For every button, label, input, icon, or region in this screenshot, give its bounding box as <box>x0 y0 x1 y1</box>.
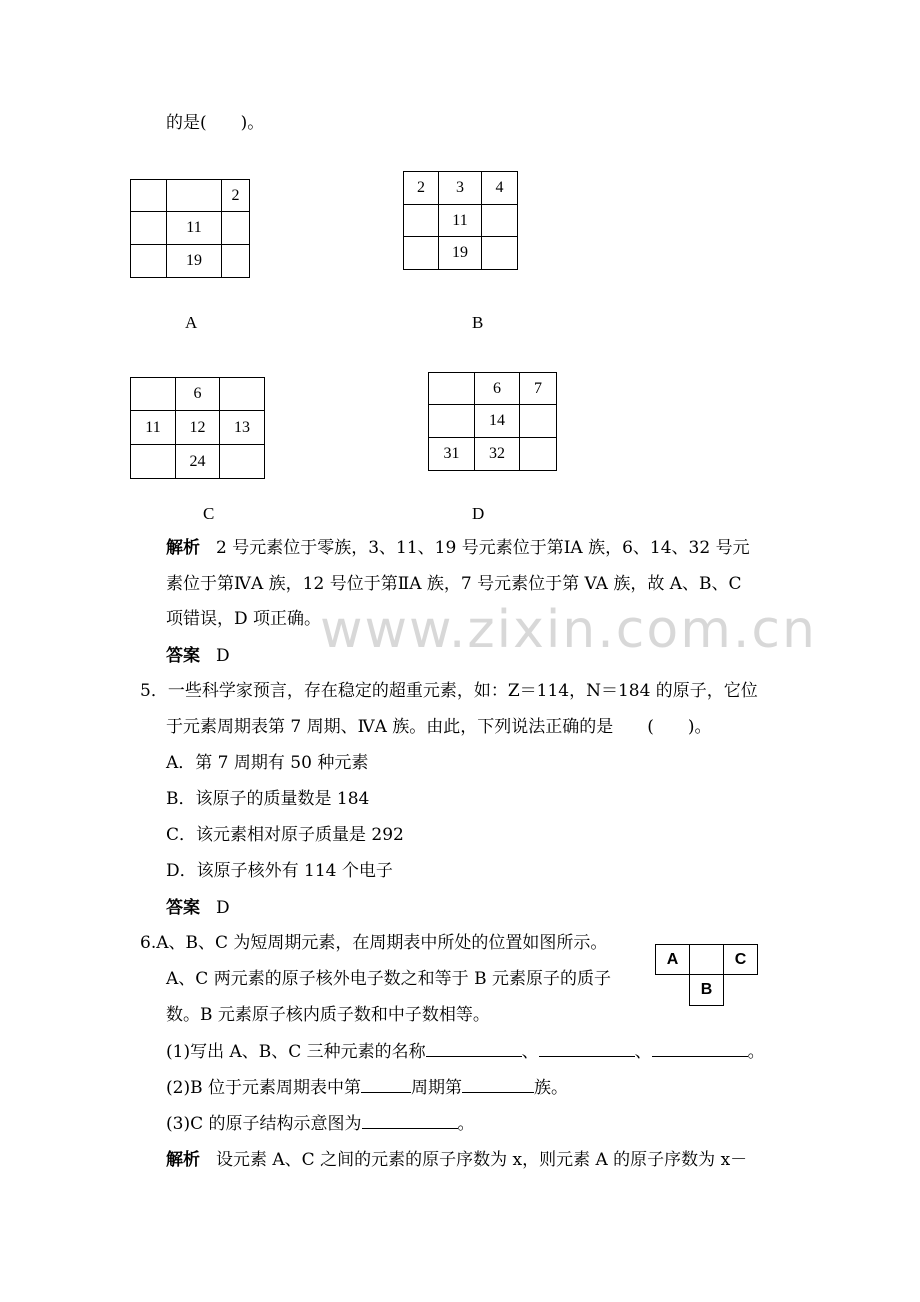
sub3-prefix: (3)C 的原子结构示意图为 <box>166 1114 362 1134</box>
table-c-cell <box>220 378 265 411</box>
sub2-mid: 周期第 <box>410 1078 462 1098</box>
table-d-cell <box>520 405 557 438</box>
table-d-cell: 6 <box>475 373 520 405</box>
table-c-cell <box>220 445 265 479</box>
q5-option-a: A．第 7 周期有 50 种元素 <box>166 753 369 773</box>
answer-blank[interactable] <box>539 1040 635 1057</box>
q6-position-diagram <box>655 944 758 1006</box>
q5-stem-line2: 于元素周期表第 7 周期、ⅣA 族。由此，下列说法正确的是 ( )。 <box>166 717 712 737</box>
sub2-prefix: (2)B 位于元素周期表中第 <box>166 1078 361 1098</box>
table-d-cell: 31 <box>429 438 475 471</box>
period: 。 <box>747 1042 765 1062</box>
answer-blank[interactable] <box>361 1076 411 1093</box>
sub1-prefix: (1)写出 A、B、C 三种元素的名称 <box>166 1042 426 1062</box>
answer-label: 答案 <box>166 646 200 666</box>
q5-option-b: B．该原子的质量数是 184 <box>166 789 370 809</box>
table-b-cell: 11 <box>439 205 482 237</box>
table-a <box>130 179 250 278</box>
table-b-cell <box>404 205 439 237</box>
q6-stem-line3: 数。B 元素原子核内质子数和中子数相等。 <box>166 1005 490 1025</box>
diagram-cell-c: C <box>724 945 758 975</box>
table-a-cell <box>222 212 250 245</box>
q6-sub1 <box>166 1040 765 1063</box>
diagram-cell-blank <box>656 975 690 1006</box>
table-b-cell <box>482 205 518 237</box>
table-a-cell <box>131 212 167 245</box>
table-c-cell: 6 <box>176 378 220 411</box>
answer-value: D <box>216 646 230 666</box>
answer-blank[interactable] <box>462 1076 534 1093</box>
q6-stem-line1: 6.A、B、C 为短周期元素，在周期表中所处的位置如图所示。 <box>140 933 608 953</box>
table-a-cell: 19 <box>167 245 222 278</box>
question-tail: 的是( )。 <box>166 113 265 133</box>
option-label-b: B <box>472 313 484 332</box>
diagram-cell-b: B <box>690 975 724 1006</box>
table-c <box>130 377 265 479</box>
diagram-cell-a: A <box>656 945 690 975</box>
table-d-cell: 14 <box>475 405 520 438</box>
q5-answer <box>166 897 230 919</box>
q5-option-c: C．该元素相对原子质量是 292 <box>166 825 404 845</box>
q5-option-d: D．该原子核外有 114 个电子 <box>166 861 393 881</box>
separator: 、 <box>521 1042 539 1062</box>
q6-sub3 <box>166 1112 475 1135</box>
table-d-cell <box>429 373 475 405</box>
separator: 、 <box>634 1042 652 1062</box>
sub2-end: 族。 <box>533 1078 568 1098</box>
table-c-cell <box>131 378 176 411</box>
table-c-cell: 12 <box>176 411 220 445</box>
q6-analysis <box>166 1149 747 1171</box>
table-a-cell <box>167 180 222 212</box>
table-b-cell: 3 <box>439 172 482 205</box>
table-b-cell: 19 <box>439 237 482 270</box>
table-b-cell <box>404 237 439 270</box>
table-b-cell: 2 <box>404 172 439 205</box>
table-a-cell: 2 <box>222 180 250 212</box>
answer-label: 答案 <box>166 898 200 918</box>
table-b-cell <box>482 237 518 270</box>
table-a-cell <box>131 245 167 278</box>
table-c-cell: 24 <box>176 445 220 479</box>
table-b <box>403 171 518 270</box>
table-c-cell: 11 <box>131 411 176 445</box>
q4-analysis-line1 <box>166 537 750 559</box>
table-d-cell <box>429 405 475 438</box>
option-label-d: D <box>472 504 485 523</box>
sub3-end: 。 <box>457 1114 475 1134</box>
diagram-cell-empty <box>690 945 724 975</box>
q4-analysis-line2: 素位于第ⅣA 族，12 号位于第ⅡA 族，7 号元素位于第 VA 族，故 A、B、C <box>166 574 742 594</box>
answer-blank[interactable] <box>652 1040 748 1057</box>
option-label-c: C <box>203 504 215 523</box>
analysis-label: 解析 <box>166 538 200 558</box>
q4-analysis-line3: 项错误，D 项正确。 <box>166 609 322 629</box>
analysis-text: 2 号元素位于零族，3、11、19 号元素位于第ⅠA 族，6、14、32 号元 <box>216 538 750 558</box>
table-a-cell <box>131 180 167 212</box>
table-d-cell: 32 <box>475 438 520 471</box>
table-d-cell: 7 <box>520 373 557 405</box>
diagram-cell-blank <box>724 975 758 1006</box>
table-c-cell <box>131 445 176 479</box>
q4-answer <box>166 645 230 667</box>
table-a-cell: 11 <box>167 212 222 245</box>
option-label-a: A <box>185 313 198 332</box>
answer-blank[interactable] <box>426 1040 522 1057</box>
watermark: www.zixin.com.cn <box>320 600 817 660</box>
table-b-cell: 4 <box>482 172 518 205</box>
table-c-cell: 13 <box>220 411 265 445</box>
analysis-text: 设元素 A、C 之间的元素的原子序数为 x，则元素 A 的原子序数为 x－ <box>216 1150 748 1170</box>
q6-stem-line2: A、C 两元素的原子核外电子数之和等于 B 元素原子的质子 <box>166 969 611 989</box>
analysis-label: 解析 <box>166 1150 200 1170</box>
answer-value: D <box>216 898 230 918</box>
q6-sub2 <box>166 1076 568 1099</box>
table-d-cell <box>520 438 557 471</box>
table-a-cell <box>222 245 250 278</box>
answer-blank[interactable] <box>362 1112 458 1129</box>
table-d <box>428 372 557 471</box>
q5-stem-line1: 5．一些科学家预言，存在稳定的超重元素，如：Z＝114，N＝184 的原子，它位 <box>140 681 758 701</box>
